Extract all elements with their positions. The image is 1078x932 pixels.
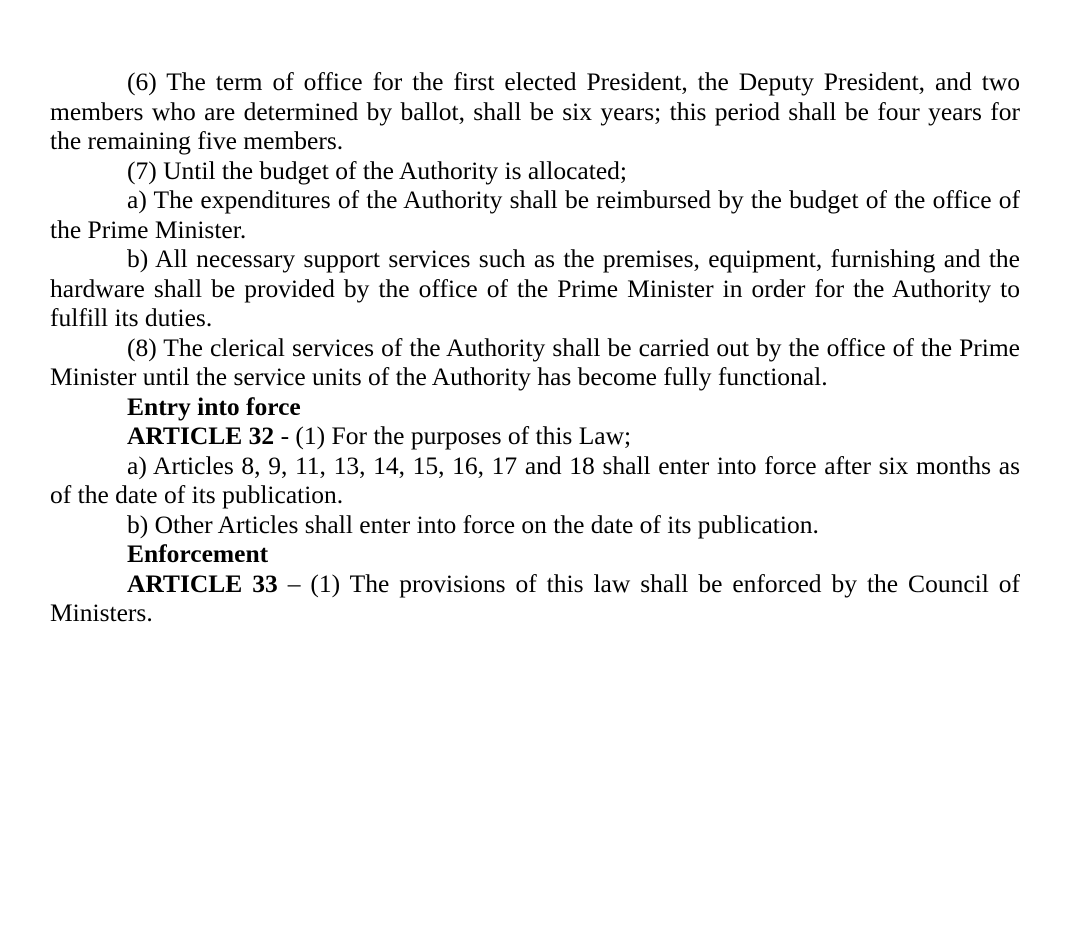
paragraph-clause-7b: b) All necessary support services such as the premises, equipment, furnishing and the hardware shall be provided by the office of the Prime Minister in order for the Authority to fulfill its duties. (50, 244, 1020, 332)
section-heading-enforcement: Enforcement (127, 539, 269, 568)
article-32-text: - (1) For the purposes of this Law; (274, 421, 632, 450)
paragraph-clause-6: (6) The term of office for the first elected President, the Deputy President, and two members who are determined by ballot, shall be six years; this period shall be four years for the remaining five members. (50, 67, 1020, 155)
paragraph-clause-7a: a) The expenditures of the Authority shall be reimbursed by the budget of the office of the Prime Minister. (50, 185, 1020, 244)
article-32-label: ARTICLE 32 (127, 421, 275, 450)
article-33-text: – (1) The provisions of this law shall be enforced by the Council of Ministers. (50, 568, 1020, 627)
paragraph-article-32a: a) Articles 8, 9, 11, 13, 14, 15, 16, 17 and 18 shall enter into force after six months as of the date of its publication. (50, 450, 1020, 509)
paragraph-clause-8: (8) The clerical services of the Authority shall be carried out by the office of the Prime Minister until the service units of the Authority has become fully functional. (50, 332, 1020, 391)
paragraph-clause-7: (7) Until the budget of the Authority is allocated; (127, 155, 627, 185)
section-heading-entry-into-force: Entry into force (127, 391, 301, 421)
paragraph-article-33 (50, 569, 1020, 628)
article-33-label: ARTICLE 33 (127, 568, 278, 598)
paragraph-article-32 (50, 421, 1020, 451)
paragraph-article-32b: b) Other Articles shall enter into force on the date of its publication. (127, 509, 819, 539)
